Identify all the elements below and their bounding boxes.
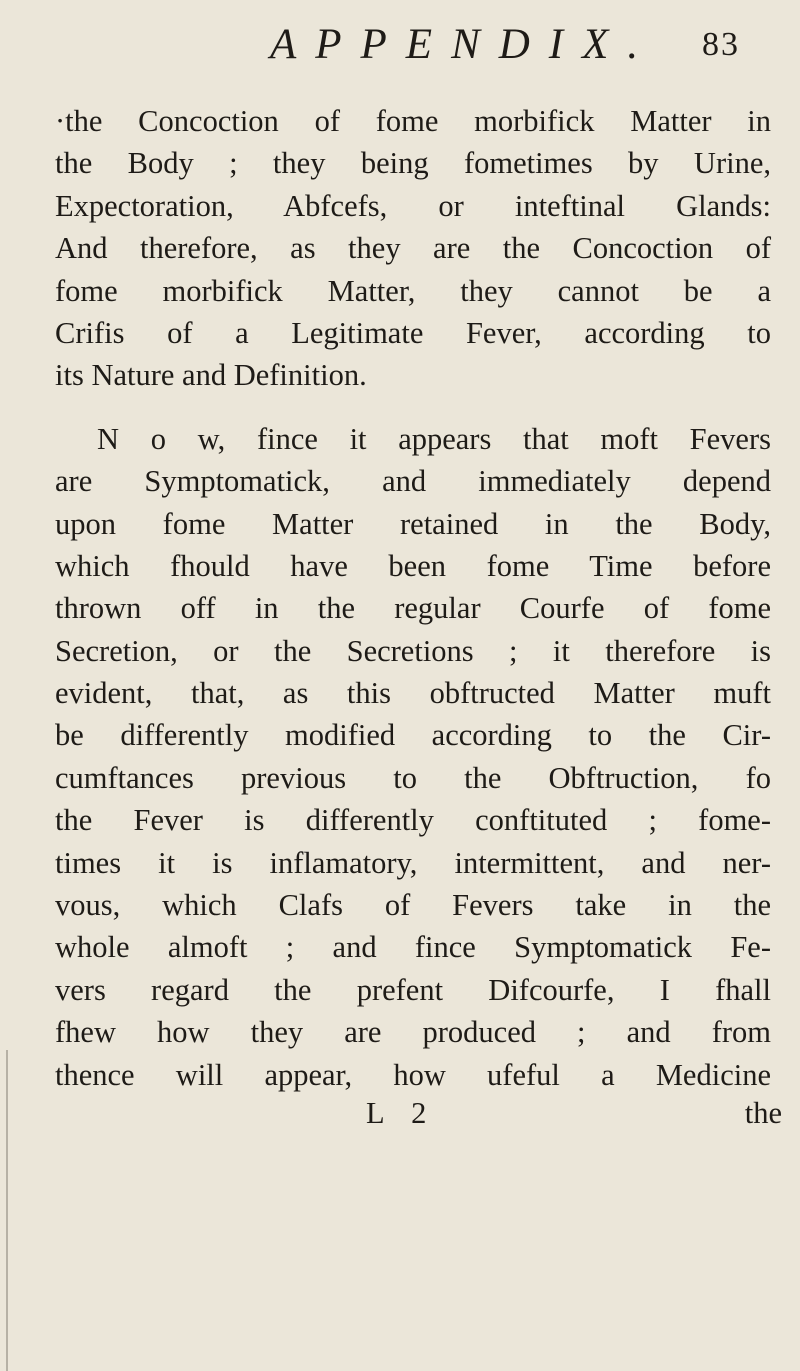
text-line: fome morbifick Matter, they cannot be a	[55, 273, 771, 308]
text-line: And therefore, as they are the Concoction of	[55, 231, 771, 266]
text-line: which fhould have been fome Time before	[55, 548, 771, 583]
text-line: vous, which Clafs of Fevers take in the	[55, 888, 771, 923]
text-line: thence will appear, how ufeful a Medicine	[55, 1057, 771, 1092]
text-line: the Fever is differently conftituted ; fome-	[55, 803, 771, 838]
text-line: vers regard the prefent Difcourfe, I fhall	[55, 972, 771, 1007]
text-line: times it is inflamatory, intermittent, and ner-	[55, 845, 771, 880]
text-line: Crifis of a Legitimate Fever, according to	[55, 315, 771, 350]
running-title: APPENDIX.	[270, 21, 658, 68]
text-line: whole almoft ; and fince Symptomatick Fe-	[55, 930, 771, 965]
text-line: thrown off in the regular Courfe of fome	[55, 591, 771, 626]
text-line: evident, that, as this obftructed Matter muft	[55, 676, 771, 711]
text-line: ·the Concoction of fome morbifick Matter in	[55, 104, 771, 138]
text-line: cumftances previous to the Obftruction, fo	[55, 760, 771, 795]
text-line: upon fome Matter retained in the Body,	[55, 506, 771, 541]
text-line: its Nature and Definition.	[55, 358, 367, 393]
signature-mark: L 2	[366, 1096, 437, 1130]
page-number: 83	[702, 26, 740, 63]
paragraph-gap	[55, 397, 771, 418]
body-text	[55, 100, 771, 1096]
text-line: fhew how they are produced ; and from	[55, 1015, 771, 1050]
catchword: the	[744, 1096, 782, 1130]
text-line: N o w, fince it appears that moft Fevers	[97, 421, 771, 456]
text-line: Expectoration, Abfcefs, or inteftinal Glands:	[55, 188, 771, 223]
text-line: the Body ; they being fometimes by Urine,	[55, 146, 771, 181]
text-line: Secretion, or the Secretions ; it therefore is	[55, 633, 771, 668]
text-line: are Symptomatick, and immediately depend	[55, 464, 771, 499]
page-footer	[366, 1096, 782, 1138]
running-header	[270, 20, 740, 80]
text-line: be differently modified according to the Cir-	[55, 718, 771, 753]
page-edge-shadow	[6, 1050, 8, 1371]
